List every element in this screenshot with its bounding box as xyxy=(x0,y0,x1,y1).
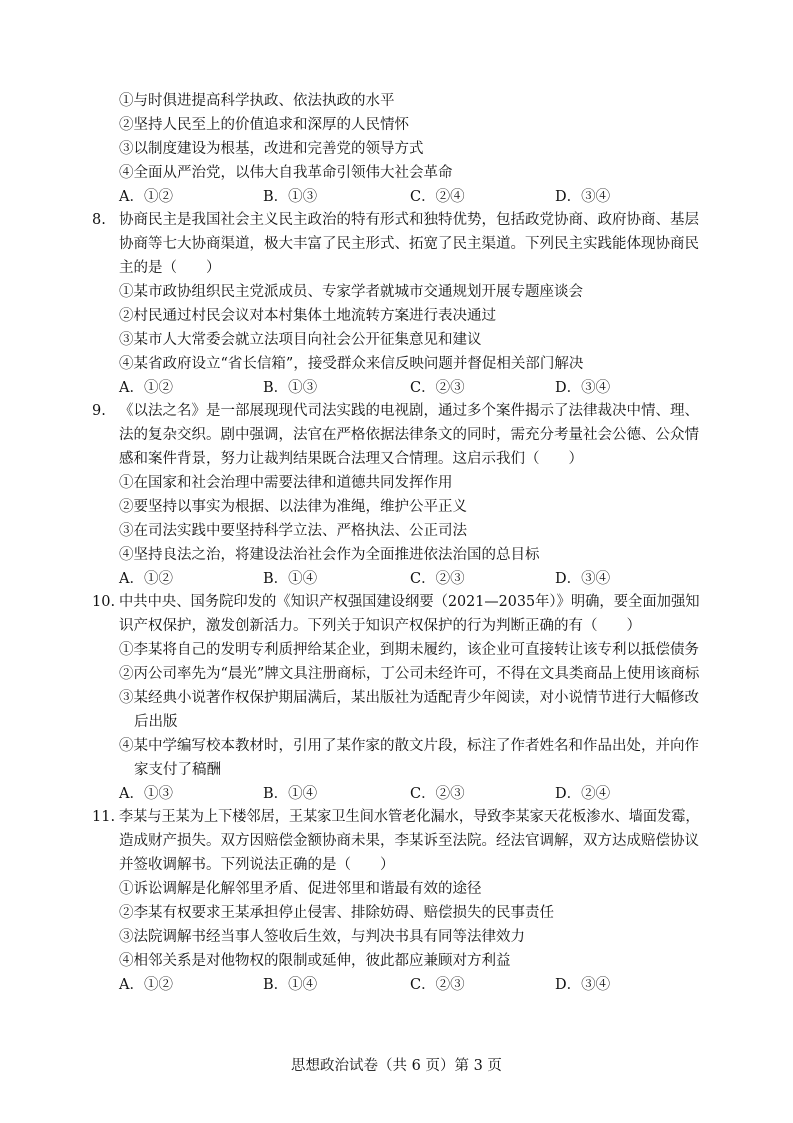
option-d: D．③④ xyxy=(555,380,611,396)
statement-continuation: 家支付了稿酬 xyxy=(134,762,221,778)
statement: ③某市人大常委会就立法项目向社会公开征集意见和建议 xyxy=(119,332,482,348)
statement: ④相邻关系是对他物权的限制或延伸，彼此都应兼顾对方利益 xyxy=(119,953,511,969)
question-stem: 感和案件背景，努力让裁判结果既合法理又合情理。这启示我们（ ） xyxy=(119,451,583,467)
statement: ④某中学编写校本教材时，引用了某作家的散文片段，标注了作者姓名和作品出处，并向作 xyxy=(119,738,699,754)
option-a: A．①③ xyxy=(119,786,173,802)
statement: ④坚持良法之治，将建设法治社会作为全面推进依法治国的总目标 xyxy=(119,547,540,563)
statement: ④全面从严治党，以伟大自我革命引领伟大社会革命 xyxy=(119,165,453,181)
option-c: C．②③ xyxy=(410,786,465,802)
statement: ③法院调解书经当事人签收后生效，与判决书具有同等法律效力 xyxy=(119,929,525,945)
question-number: 9. xyxy=(92,403,106,419)
option-a: A．①② xyxy=(119,380,173,396)
option-a: A．①② xyxy=(119,977,173,993)
option-d: D．③④ xyxy=(555,977,611,993)
statement: ④某省政府设立“省长信箱”，接受群众来信反映问题并督促相关部门解决 xyxy=(119,356,584,372)
question-number: 10. xyxy=(92,594,116,610)
option-b: B．①③ xyxy=(263,380,318,396)
option-c: C．②④ xyxy=(410,189,465,205)
question-stem: 造成财产损失。双方因赔偿金额协商未果，李某诉至法院。经法官调解，双方达成赔偿协议 xyxy=(119,833,699,849)
question-number: 8. xyxy=(92,212,106,228)
question-stem: 《以法之名》是一部展现现代司法实践的电视剧，通过多个案件揭示了法律裁决中情、理、 xyxy=(119,403,699,419)
page-footer: 思想政治试卷（共 6 页）第 3 页 xyxy=(291,1058,502,1074)
statement: ③在司法实践中要坚持科学立法、严格执法、公正司法 xyxy=(119,523,467,539)
statement: ②坚持人民至上的价值追求和深厚的人民情怀 xyxy=(119,117,409,133)
option-b: B．①④ xyxy=(263,977,318,993)
option-c: C．②③ xyxy=(410,380,465,396)
statement: ②要坚持以事实为根据、以法律为准绳，维护公平正义 xyxy=(119,499,467,515)
statement-continuation: 后出版 xyxy=(134,714,178,730)
statement: ③某经典小说著作权保护期届满后，某出版社为适配青少年阅读，对小说情节进行大幅修改 xyxy=(119,690,699,706)
statement: ③以制度建设为根基，改进和完善党的领导方式 xyxy=(119,141,424,157)
question-stem: 并签收调解书。下列说法正确的是（ ） xyxy=(119,857,395,873)
statement: ①李某将自己的发明专利质押给某企业，到期未履约，该企业可直接转让该专利以抵偿债务 xyxy=(119,642,699,658)
statement: ①在国家和社会治理中需要法律和道德共同发挥作用 xyxy=(119,475,453,491)
option-b: B．①④ xyxy=(263,786,318,802)
question-stem: 中共中央、国务院印发的《知识产权强国建设纲要（2021—2035年）》明确，要全面加强知 xyxy=(119,594,700,610)
question-stem: 法的复杂交织。剧中强调，法官在严格依据法律条文的同时，需充分考量社会公德、公众情 xyxy=(119,427,699,443)
question-stem: 协商等七大协商渠道，极大丰富了民主形式、拓宽了民主渠道。下列民主实践能体现协商民 xyxy=(119,236,699,252)
question-stem: 李某与王某为上下楼邻居，王某家卫生间水管老化漏水，导致李某家天花板渗水、墙面发霉， xyxy=(119,809,700,825)
option-d: D．③④ xyxy=(555,189,611,205)
statement: ②村民通过村民会议对本村集体土地流转方案进行表决通过 xyxy=(119,308,496,324)
option-c: C．②③ xyxy=(410,977,465,993)
option-a: A．①② xyxy=(119,189,173,205)
question-stem: 协商民主是我国社会主义民主政治的特有形式和独特优势，包括政党协商、政府协商、基层 xyxy=(119,212,699,228)
option-d: D．②④ xyxy=(555,786,611,802)
statement: ①诉讼调解是化解邻里矛盾、促进邻里和谐最有效的途径 xyxy=(119,881,482,897)
question-stem: 识产权保护，激发创新活力。下列关于知识产权保护的行为判断正确的有（ ） xyxy=(119,618,641,634)
question-number: 11. xyxy=(92,809,116,825)
option-b: B．①③ xyxy=(263,189,318,205)
statement: ②丙公司率先为“晨光”牌文具注册商标，丁公司未经许可，不得在文具类商品上使用该商标 xyxy=(119,666,700,682)
statement: ②李某有权要求王某承担停止侵害、排除妨碍、赔偿损失的民事责任 xyxy=(119,905,554,921)
option-b: B．①④ xyxy=(263,571,318,587)
question-stem: 主的是（ ） xyxy=(119,260,221,276)
option-a: A．①② xyxy=(119,571,173,587)
statement: ①某市政协组织民主党派成员、专家学者就城市交通规划开展专题座谈会 xyxy=(119,284,583,300)
statement: ①与时俱进提高科学执政、依法执政的水平 xyxy=(119,93,395,109)
option-d: D．③④ xyxy=(555,571,611,587)
option-c: C．②③ xyxy=(410,571,465,587)
